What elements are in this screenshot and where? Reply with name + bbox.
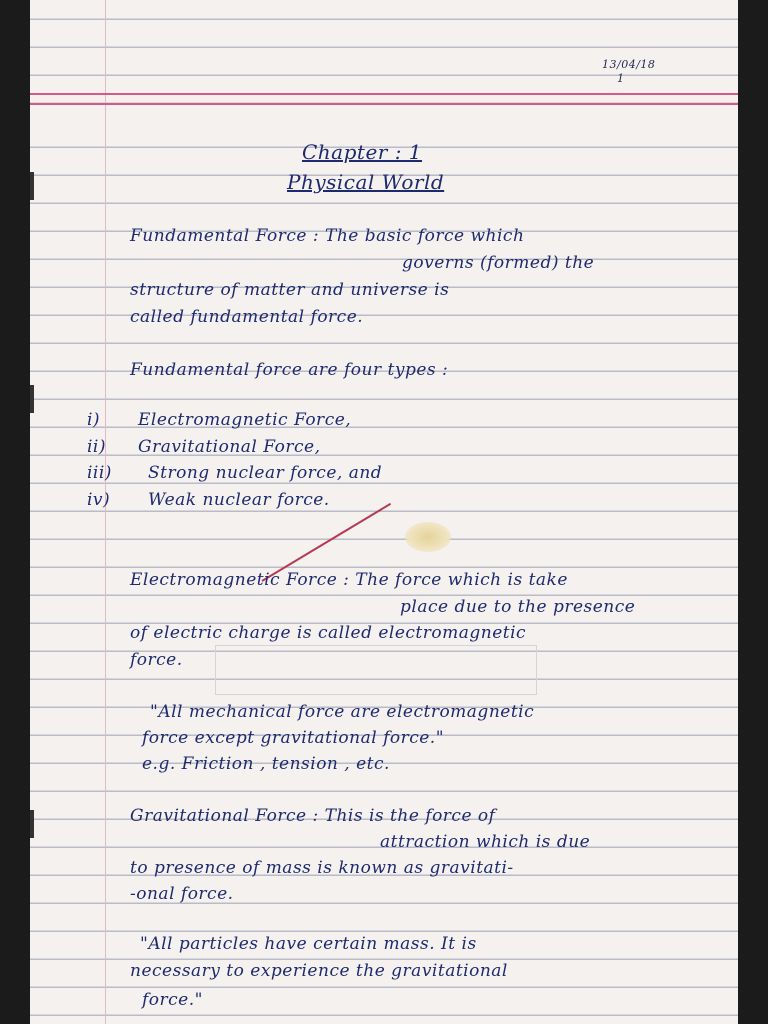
note-line: attraction which is due [380, 832, 591, 852]
binding-mark-3 [30, 810, 34, 838]
note-line: place due to the presence [400, 597, 636, 617]
header-rule-top [30, 93, 738, 95]
note-line: Fundamental force are four types : [130, 360, 449, 380]
example-line: e.g. Friction , tension , etc. [142, 754, 390, 774]
chapter-heading: Chapter : 1 [302, 140, 423, 164]
note-line: to presence of mass is known as gravitati- [130, 858, 514, 878]
list-item: Gravitational Force, [138, 437, 321, 457]
quote-line: force except gravitational force." [142, 728, 445, 748]
bleed-through-sketch [215, 645, 537, 695]
note-line: governs (formed) the [402, 253, 595, 273]
quote-line: "All mechanical force are electromagnetic [150, 702, 535, 722]
ink-stain [405, 522, 451, 552]
binding-mark-1 [30, 172, 34, 200]
quote-line: force." [142, 990, 203, 1010]
list-item: Strong nuclear force, and [148, 463, 383, 483]
note-line: -onal force. [130, 884, 234, 904]
header-rule-bottom [30, 103, 738, 105]
note-line: Fundamental Force : The basic force which [130, 226, 525, 246]
page-number: 1 [617, 72, 625, 85]
note-line: force. [130, 650, 183, 670]
quote-line: "All particles have certain mass. It is [140, 934, 477, 954]
list-marker: ii) [87, 437, 107, 457]
note-line: called fundamental force. [130, 307, 364, 327]
note-line: structure of matter and universe is [130, 280, 450, 300]
list-marker: i) [87, 410, 101, 430]
note-line: Electromagnetic Force : The force which is take [130, 570, 568, 590]
quote-line: necessary to experience the gravitational [130, 961, 508, 981]
binding-mark-2 [30, 385, 34, 413]
list-marker: iii) [87, 463, 112, 483]
notebook-page [30, 0, 738, 1024]
list-marker: iv) [87, 490, 111, 510]
date: 13/04/18 [602, 58, 656, 71]
note-line: Gravitational Force : This is the force of [130, 806, 496, 826]
chapter-title: Physical World [287, 170, 445, 194]
list-item: Weak nuclear force. [148, 490, 330, 510]
list-item: Electromagnetic Force, [138, 410, 352, 430]
margin-line [105, 0, 106, 1024]
note-line: of electric charge is called electromagnetic [130, 623, 527, 643]
